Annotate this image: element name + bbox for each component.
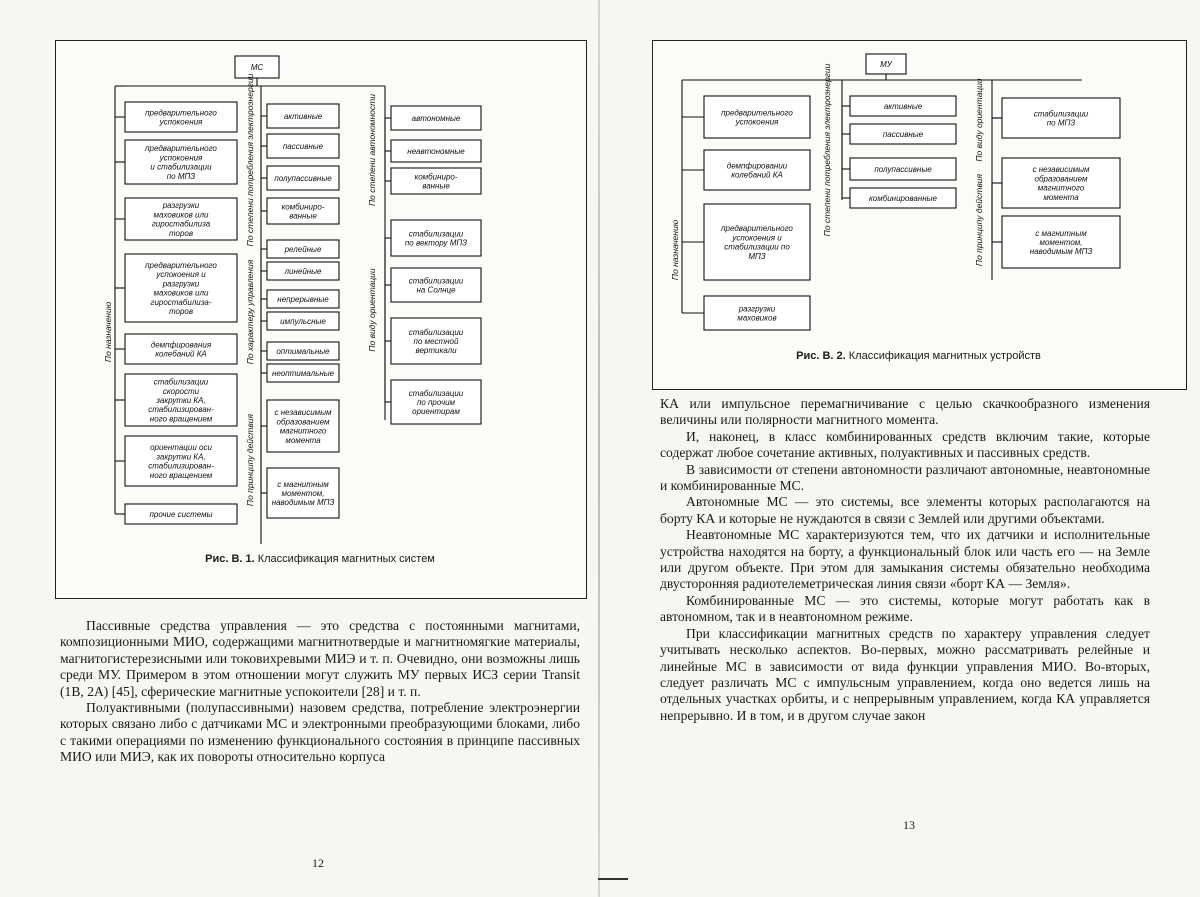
orientation-category-label: по МПЗ — [1046, 118, 1076, 128]
orientation-category-label: по прочим — [416, 398, 456, 407]
purpose-category-label: успокоения — [159, 117, 203, 127]
right-paragraph: В зависимости от степени автономности различают автономные, неавтономные и комбинированные МС. — [660, 461, 1150, 494]
autonomy-category-label: неавтономные — [407, 147, 465, 156]
energy-category-label: полупассивные — [274, 174, 332, 183]
orientation-category-label: по местной — [413, 337, 459, 346]
purpose-category-label: стабилизации по — [724, 242, 790, 252]
action-category-label: с независимым — [274, 408, 332, 418]
orientation-category-label: стабилизации — [1033, 109, 1089, 119]
purpose-category-label: МПЗ — [748, 251, 766, 261]
root-node-label: МС — [250, 63, 264, 72]
energy-category-label: комбиниро- — [281, 202, 325, 212]
right-paragraph: Комбинированные МС — это системы, которые могут работать как в автономном, так и в неавтономном режиме. — [660, 592, 1150, 625]
purpose-category-label: прочие системы — [149, 510, 213, 519]
purpose-category-label: предварительного — [145, 144, 217, 154]
left-paragraph: Пассивные средства управления — это средства с постоянными магнитами, композиционными МИО, содержащими магнитнотвердые и магнитномягкие материалы, магнитогистерезисными или токовихревыми МИЭ и т. п. Очевидно, они возможны лишь среди МУ. Примером в этом отношении могут служить МУ первых ИСЗ серии Transit (1В, 2А) [45], сферические магнитные успокоители [28] и т. п. — [60, 618, 580, 699]
purpose-category-label: гиростабилиза- — [150, 297, 212, 307]
purpose-category-label: торов — [168, 307, 194, 316]
orientation-category-label: на Солнце — [416, 285, 456, 295]
figure-2-caption-label: Рис. В. 2. — [796, 350, 846, 362]
purpose-category-label: предварительного — [145, 108, 217, 118]
right-paragraph: И, наконец, в класс комбинированных средств включим такие, которые содержат любое сочетание активных, полуактивных и пассивных средств. — [660, 428, 1150, 461]
axis-label-purpose: По назначению — [670, 219, 680, 281]
purpose-category-label: демпфирования — [150, 340, 212, 350]
action-category-label: образованием — [276, 417, 330, 427]
purpose-category-label: закрутки КА, — [156, 396, 206, 405]
purpose-category-label: разгрузки — [162, 201, 200, 211]
purpose-category-label: гиростабилиза — [151, 219, 211, 229]
action-category-label: с независимым — [1032, 165, 1090, 175]
purpose-category-label: маховиков — [737, 313, 777, 323]
figure-1-caption-text: Классификация магнитных систем — [257, 553, 435, 565]
left-paragraph: Полуактивными (полупассивными) назовем средства, потребление электроэнергии которых связано либо с датчиками МС и электронными преобразующими блоками, либо с такими операциями по изменению функционального состояния в принципе пассивных МИО или МИЭ, как их повороты относительно корпуса — [60, 700, 580, 765]
axis-label-action: По принципу действия — [245, 413, 255, 507]
purpose-category-label: стабилизирован- — [148, 405, 214, 415]
energy-category-label: комбинированные — [869, 194, 937, 203]
axis-label-autonomy: По степени автономности — [367, 94, 377, 206]
control-category-label: релейные — [284, 245, 322, 254]
page-number-right: 13 — [903, 818, 915, 832]
purpose-category-label: маховиков или — [153, 288, 209, 298]
purpose-category-label: закрутки КА, — [156, 452, 206, 462]
purpose-category-label: ориентации оси — [150, 443, 212, 453]
control-category-label: импульсные — [280, 317, 326, 326]
right-paragraph: При классификации магнитных средств по характеру управления следует учитывать несколько аспектов. Во-первых, можно рассматривать релейные и линейные МС в зависимости от вида функции управления МИО. Во-вторых, следует различать МС с импульсным управлением, когда оно ведется лишь на отдельных участках орбиты, и с непрерывным управлением, когда КА управляется непрерывно. И в том, и в другом случае закон — [660, 625, 1150, 723]
axis-label-orientation: По виду ориентации — [974, 78, 984, 162]
purpose-category-label: торов — [168, 228, 194, 238]
action-category-label: момента — [1043, 192, 1079, 202]
energy-category-label: полупассивные — [874, 165, 932, 174]
control-category-label: линейные — [284, 267, 322, 276]
orientation-category-label: по вектору МПЗ — [404, 238, 468, 248]
orientation-category-label: стабилизации — [408, 229, 464, 239]
purpose-category-label: предварительного — [721, 224, 793, 234]
energy-category-label: ванные — [289, 211, 317, 221]
orientation-category-label: ориентирам — [412, 407, 460, 417]
purpose-category-label: ного вращением — [149, 414, 213, 424]
purpose-category-label: стабилизирован- — [148, 461, 214, 471]
figure-1-caption — [55, 553, 585, 565]
axis-label-purpose: По назначению — [103, 301, 113, 363]
energy-category-label: активные — [283, 112, 323, 121]
autonomy-category-label: автономные — [411, 114, 461, 123]
book-spine — [598, 0, 600, 897]
autonomy-category-label: комбиниро- — [414, 172, 458, 182]
action-category-label: с магнитным — [1035, 228, 1087, 238]
axis-label-energy: По степени потребления электроэнергии — [822, 63, 832, 237]
purpose-category-label: успокоения — [735, 117, 779, 127]
right-paragraph: КА или импульсное перемагничивание с целью скачкообразного изменения величины или полярности магнитного момента. — [660, 396, 1150, 428]
purpose-category-label: маховиков или — [153, 210, 209, 220]
purpose-category-label: колебаний КА — [155, 349, 207, 359]
right-paragraph: Автономные МС — это системы, все элементы которых располагаются на борту КА и которые не нуждаются в связи с Землей или другими объектами. — [660, 494, 1150, 526]
root-node-label: МУ — [880, 60, 892, 69]
purpose-category-label: колебаний КА — [731, 170, 783, 180]
figure-2-caption-text: Классификация магнитных устройств — [848, 350, 1041, 362]
right-page-body — [660, 396, 1150, 724]
purpose-category-label: демпфировании — [726, 161, 788, 171]
action-category-label: магнитного — [279, 426, 327, 436]
axis-label-action: По принципу действия — [974, 173, 984, 267]
figure-1-diagram — [55, 40, 585, 560]
action-category-label: наводимым МПЗ — [1029, 247, 1093, 257]
orientation-category-label: стабилизации — [408, 276, 464, 286]
action-category-label: моментом, — [1039, 238, 1083, 247]
energy-category-label: активные — [883, 102, 923, 111]
left-page-body — [60, 618, 580, 766]
purpose-category-label: предварительного — [145, 261, 217, 270]
purpose-category-label: предварительного — [721, 108, 793, 118]
orientation-category-label: вертикали — [415, 346, 457, 356]
purpose-category-label: успокоения и — [732, 233, 782, 243]
purpose-category-label: и стабилизации — [150, 162, 212, 172]
figure-2-diagram — [652, 40, 1185, 360]
right-paragraph: Неавтономные МС характеризуются тем, что их датчики и исполнительные устройства находятся на борту, а функциональный блок или часть его — на Земле или другом объекте. При этом для замыкания системы обязательно необходима двусторонняя радиотелеметрическая линия связи «борт КА — Земля». — [660, 527, 1150, 592]
spine-mark — [598, 878, 628, 880]
control-category-label: оптимальные — [276, 347, 330, 356]
axis-label-energy: По степени потребления электроэнергии — [245, 73, 255, 247]
purpose-category-label: скорости — [162, 386, 200, 396]
energy-category-label: пассивные — [282, 142, 324, 151]
page-number-left: 12 — [312, 856, 324, 870]
action-category-label: с магнитным — [277, 479, 329, 489]
purpose-category-label: успокоения — [159, 153, 203, 163]
action-category-label: магнитного — [1037, 183, 1085, 193]
orientation-category-label: стабилизации — [408, 327, 464, 337]
figure-1-caption-label: Рис. В. 1. — [205, 553, 255, 565]
axis-label-control: По характеру управления — [245, 259, 255, 365]
action-category-label: момента — [285, 435, 321, 445]
energy-category-label: пассивные — [882, 130, 924, 139]
purpose-category-label: разгрузки — [162, 279, 200, 289]
control-category-label: непрерывные — [277, 295, 329, 304]
figure-2-caption — [652, 350, 1185, 362]
autonomy-category-label: ванные — [422, 181, 450, 191]
action-category-label: моментом, — [281, 489, 325, 498]
purpose-category-label: стабилизации — [153, 377, 209, 387]
purpose-category-label: ного вращением — [149, 470, 213, 480]
axis-label-orientation: По виду ориентации — [367, 268, 377, 352]
action-category-label: образованием — [1034, 174, 1088, 184]
orientation-category-label: стабилизации — [408, 388, 464, 398]
purpose-category-label: разгрузки — [738, 304, 776, 314]
purpose-category-label: успокоения и — [156, 270, 206, 280]
action-category-label: наводимым МПЗ — [271, 498, 335, 508]
control-category-label: неоптимальные — [271, 369, 335, 378]
purpose-category-label: по МПЗ — [166, 171, 196, 181]
